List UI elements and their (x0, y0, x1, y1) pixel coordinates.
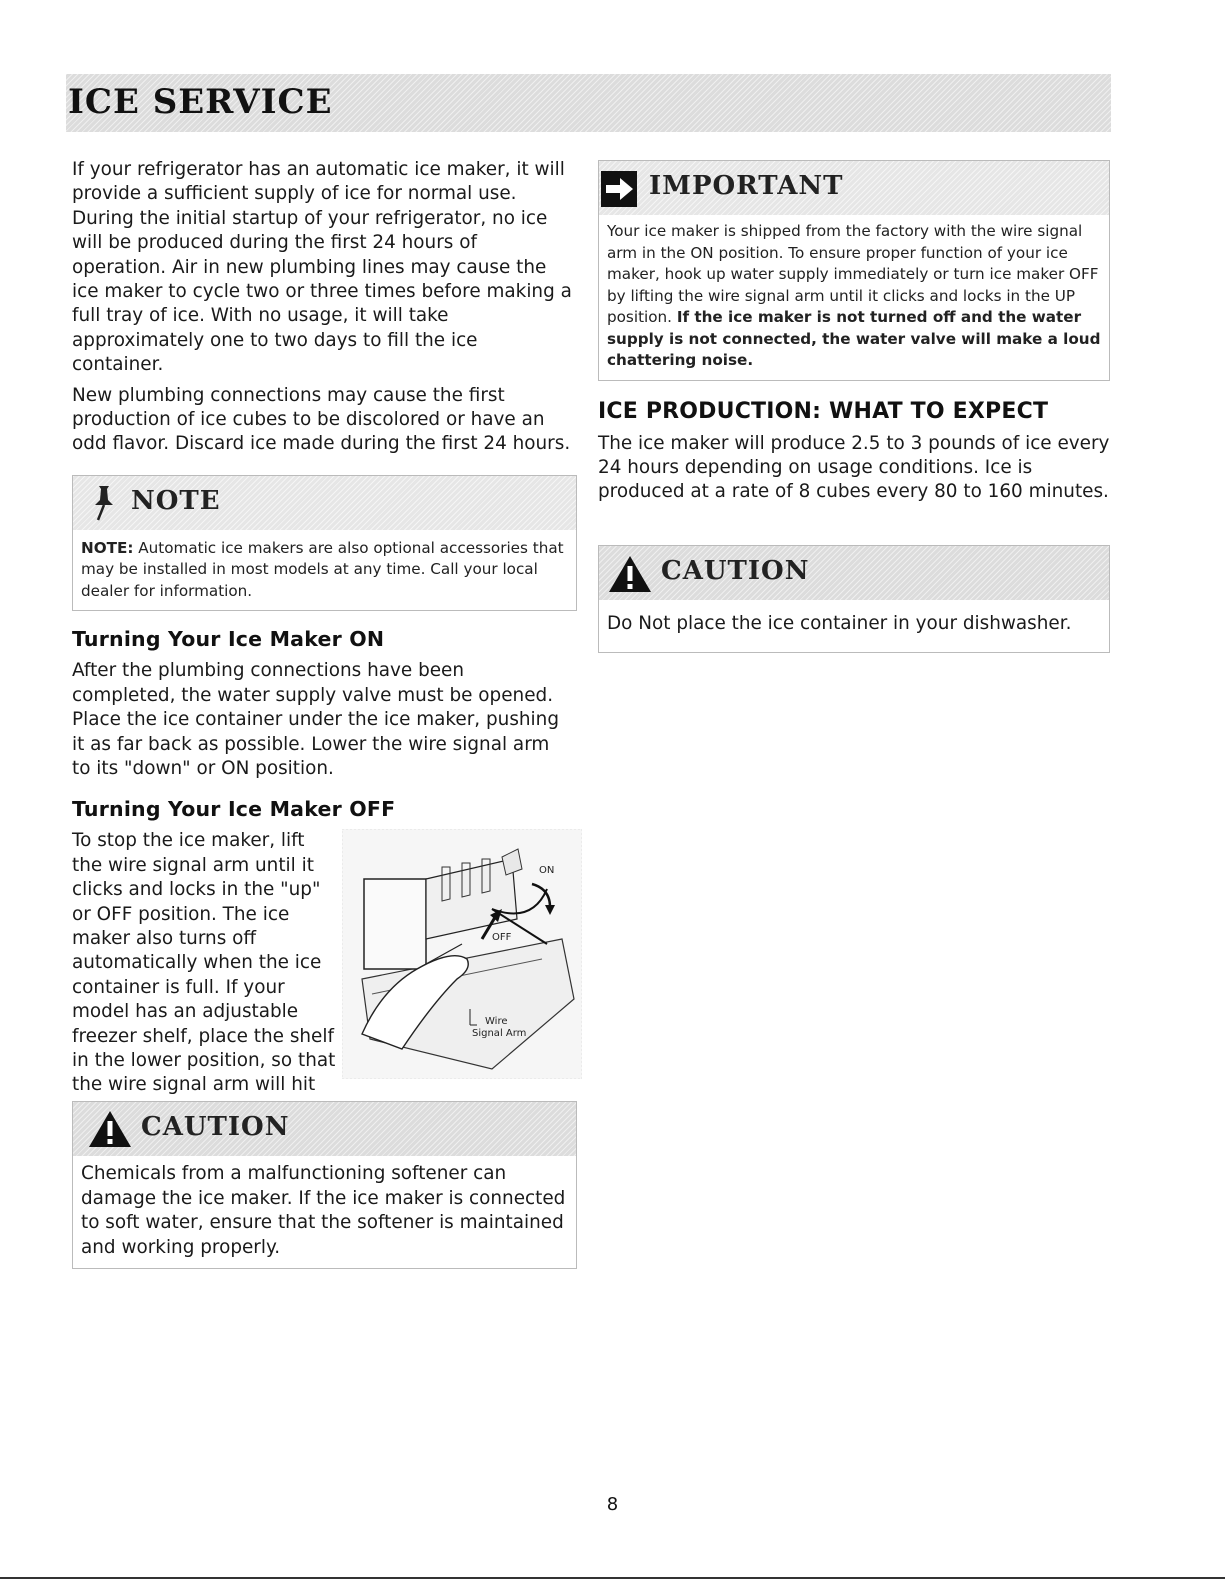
important-band (599, 161, 1109, 215)
caution-box-softener (72, 1101, 577, 1269)
important-text (607, 221, 1101, 372)
caution-heading: CAUTION (141, 1112, 290, 1143)
warning-icon (87, 1109, 133, 1149)
turning-off-text: To stop the ice maker, lift the wire signal arm until it clicks and locks in the "up" or OFF position. The ice maker also turns off automatically when the ice container is full. If your model has an adjustable freezer shelf, place the shelf in the lower position, so that the wire signal arm will hit (72, 830, 336, 1096)
caution-box-dishwasher (598, 545, 1110, 653)
turning-on-heading: Turning Your Ice Maker ON (72, 627, 385, 652)
important-heading: IMPORTANT (649, 171, 844, 201)
note-band (73, 476, 576, 530)
title-banner (66, 74, 1111, 132)
important-bold-text: If the ice maker is not turned off and the water supply is not connected, the water valve will make a loud chattering noise. (607, 308, 1101, 369)
note-box (72, 475, 577, 612)
important-body: Your ice maker is shipped from the factory with the wire signal arm in the ON position. To ensure proper function of your ice maker, hook up water supply immediately or turn ice maker OFF by lifting the wire signal arm until it clicks and locks in the UP position. (607, 222, 1099, 326)
arrow-right-icon (601, 171, 637, 207)
footer-rule (0, 1577, 1225, 1579)
ice-production-text: The ice maker will produce 2.5 to 3 pounds of ice every 24 hours depending on usage conditions. Ice is produced at a rate of 8 cubes every 80 to 160 minutes. (598, 432, 1110, 503)
turning-on-text: After the plumbing connections have been completed, the water supply valve must be opened. Place the ice container under the ice maker, pushing it as far back as possible. Lower the wire signal arm to its "down" or ON position. (72, 660, 560, 779)
caution-text-right: Do Not place the ice container in your dishwasher. (607, 612, 1072, 634)
intro-paragraph-1: If your refrigerator has an automatic ice maker, it will provide a sufficient supply of ice for normal use. During the initial startup of your refrigerator, no ice will be produced during the first 24 hours of operation. Air in new plumbing lines may cause the ice maker to cycle two or three times before making a full tray of ice. With no usage, it will take approximately one to two days to fill the ice container. (72, 159, 572, 376)
intro-paragraph-2: New plumbing connections may cause the first production of ice cubes to be discolored or have an odd flavor. Discard ice made during the first 24 hours. (72, 384, 571, 455)
note-text (81, 538, 568, 603)
important-box (598, 160, 1110, 381)
caution-band-right (599, 546, 1109, 600)
warning-icon (607, 554, 653, 594)
caution-band (73, 1102, 576, 1156)
note-heading: NOTE (131, 485, 221, 516)
figure-label-on: ON (539, 865, 555, 877)
ice-maker-illustration (342, 829, 582, 1079)
ice-production-heading: ICE PRODUCTION: WHAT TO EXPECT (598, 398, 1049, 424)
right-column (598, 160, 1110, 653)
pushpin-icon (89, 484, 119, 524)
turning-off-heading: Turning Your Ice Maker OFF (72, 797, 396, 822)
page-number: 8 (606, 1494, 619, 1515)
caution-text: Chemicals from a malfunctioning softener can damage the ice maker. If the ice maker is connected to soft water, ensure that the softener is maintained and working properly. (81, 1163, 566, 1258)
turning-off-block (72, 829, 572, 1096)
page-title: ICE SERVICE (68, 82, 333, 122)
note-body: Automatic ice makers are also optional accessories that may be installed in most models at any time. Call your local dealer for information. (81, 538, 564, 600)
figure-label-off: OFF (492, 932, 512, 944)
caution-heading-right: CAUTION (661, 555, 810, 586)
left-column (72, 158, 572, 1269)
figure-label-signal-arm: Signal Arm (472, 1028, 527, 1040)
figure-label-wire: Wire (485, 1016, 508, 1028)
note-lead: NOTE: (81, 538, 134, 557)
